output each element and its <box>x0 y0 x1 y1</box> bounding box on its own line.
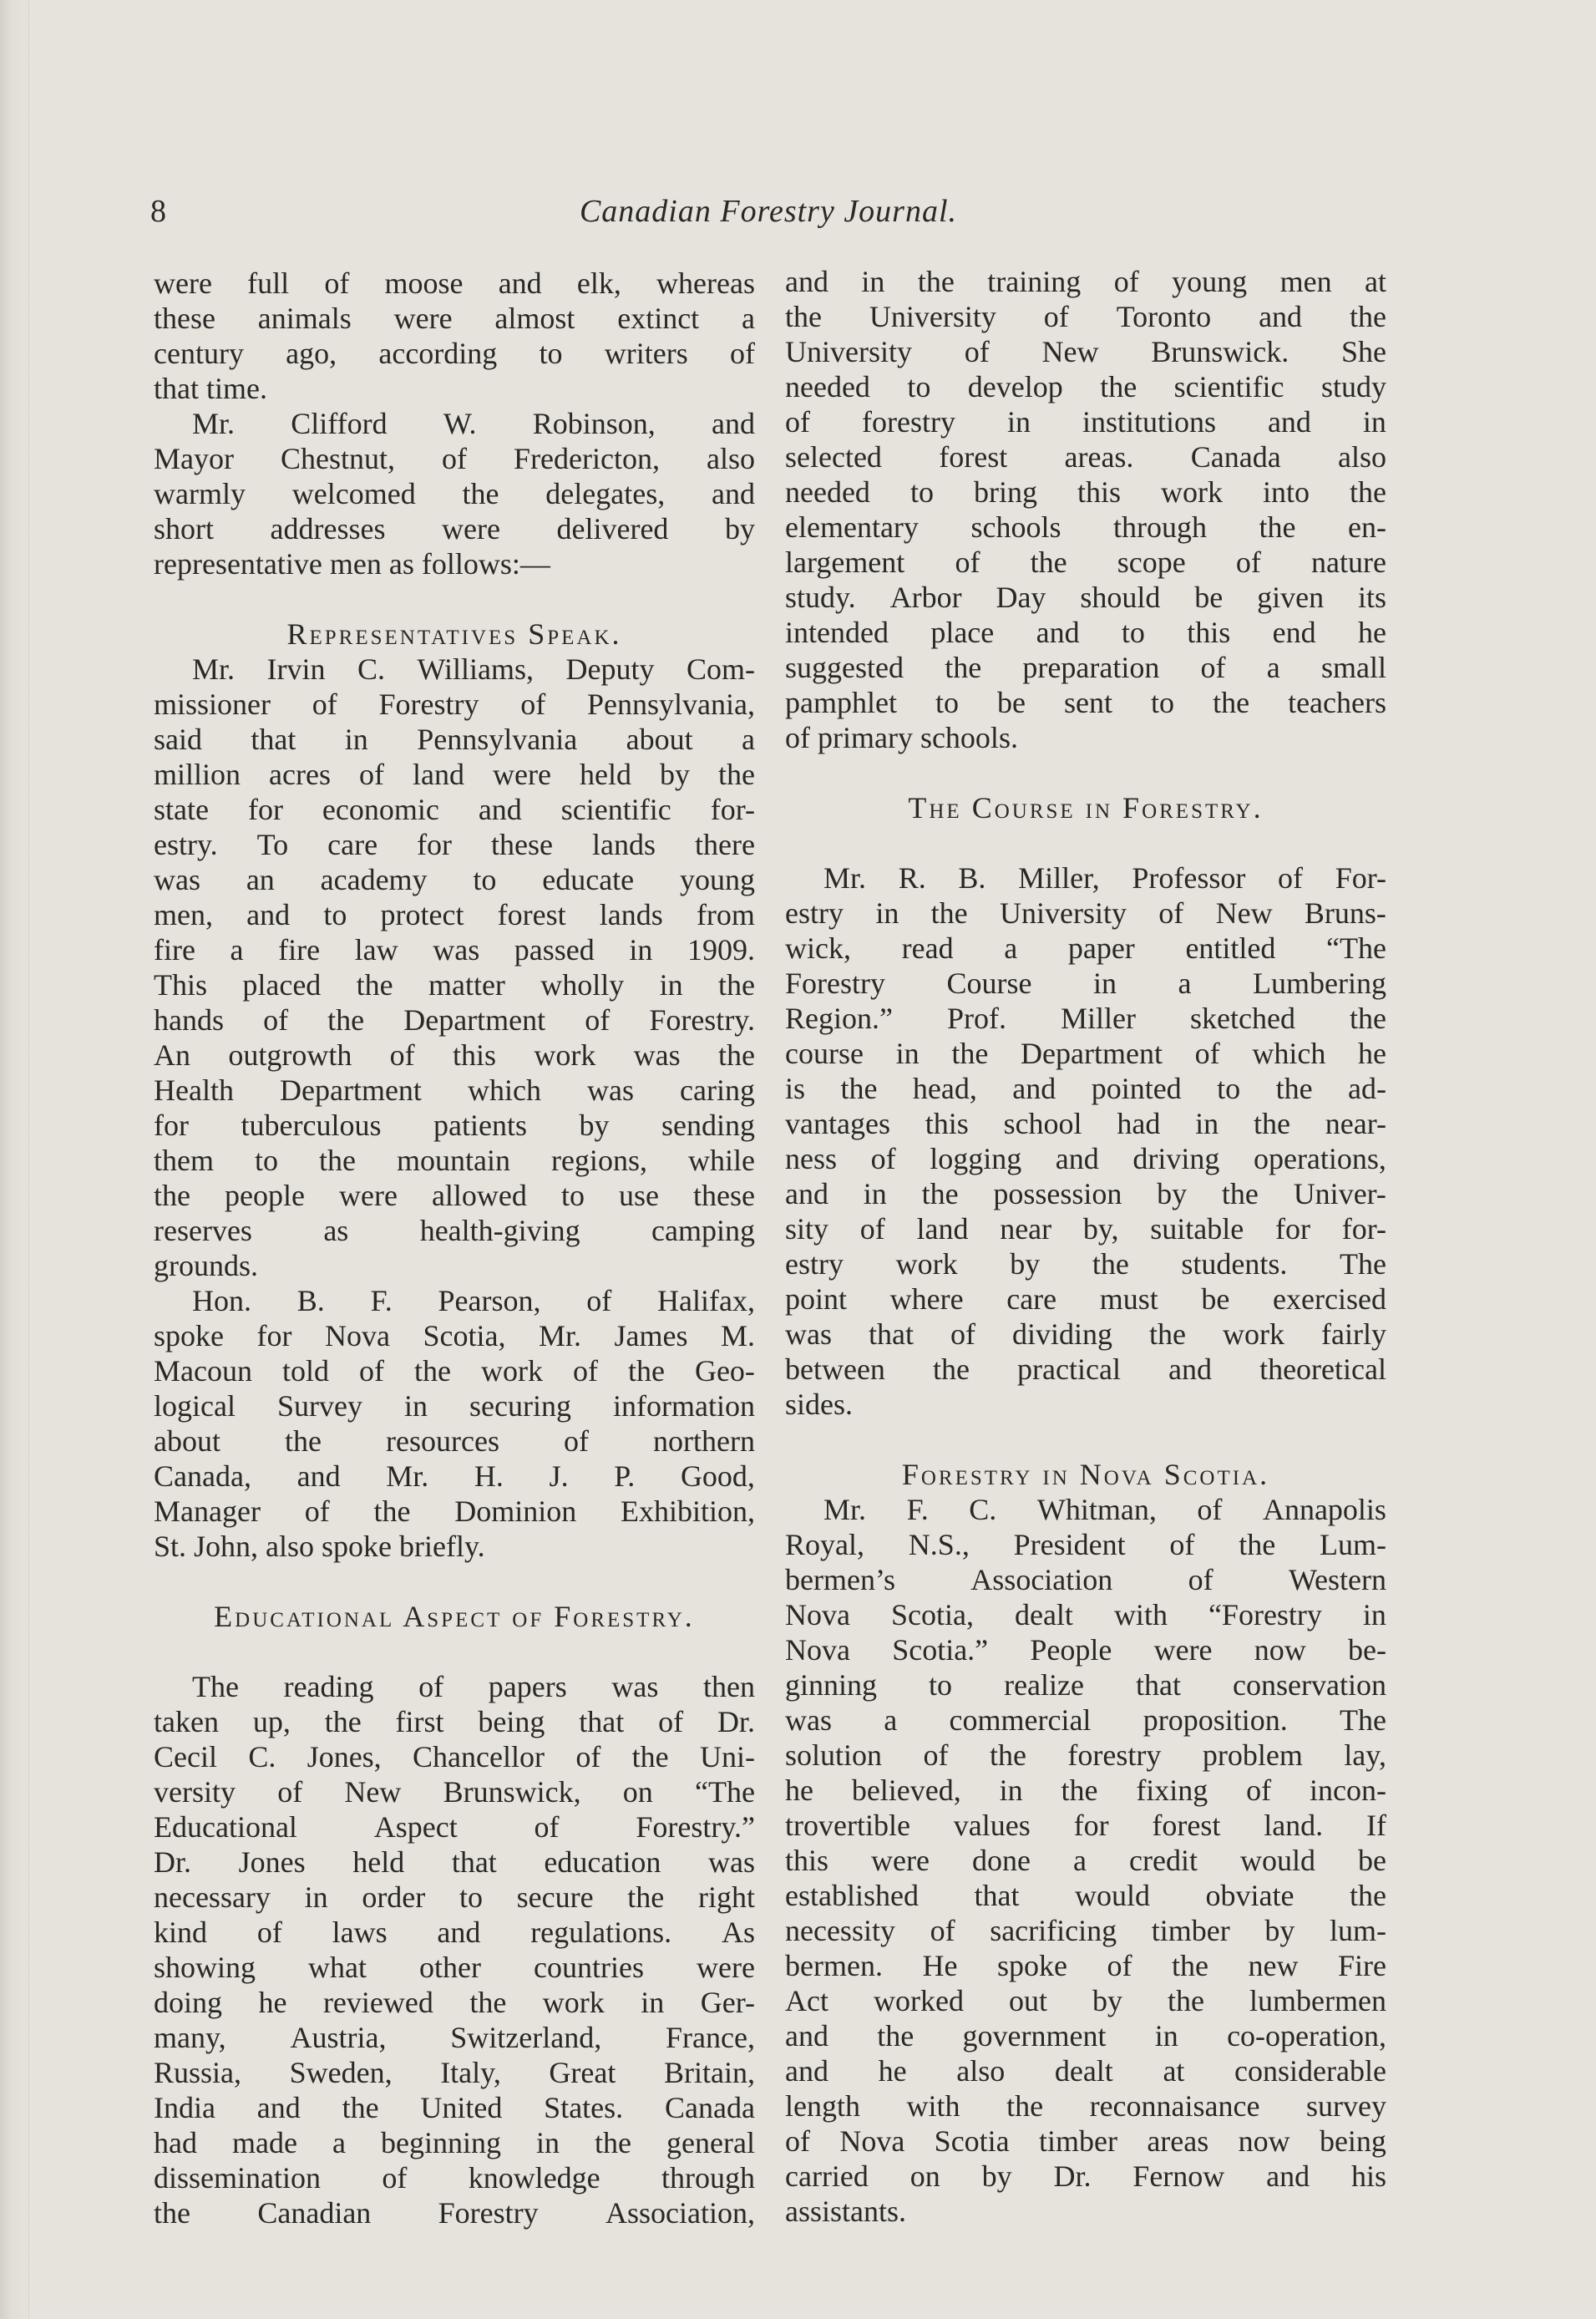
text-line: sides. <box>785 1388 853 1421</box>
text-line: and the government in co-operation, <box>785 2019 1386 2053</box>
text-line: Mr. R. B. Miller, Professor of For- <box>823 861 1386 895</box>
text-line: St. John, also spoke briefly. <box>154 1530 485 1563</box>
text-line: Cecil C. Jones, Chancellor of the Uni- <box>154 1740 755 1774</box>
text-line: spoke for Nova Scotia, Mr. James M. <box>154 1319 755 1352</box>
text-line: assistants. <box>785 2195 907 2228</box>
text-line: An outgrowth of this work was the <box>154 1038 755 1072</box>
section-heading: Educational Aspect of Forestry. <box>214 1600 695 1633</box>
text-line: length with the reconnaisance survey <box>785 2089 1386 2123</box>
left-column <box>154 266 755 2230</box>
text-line: point where care must be exercised <box>785 1282 1386 1316</box>
page-binding-edge <box>0 0 29 2319</box>
text-line: warmly welcomed the delegates, and <box>154 477 755 510</box>
text-line: Russia, Sweden, Italy, Great Britain, <box>154 2056 755 2089</box>
paragraph-gap <box>785 755 1386 790</box>
right-column <box>785 264 1386 2229</box>
section-heading: Forestry in Nova Scotia. <box>901 1458 1270 1491</box>
text-line: fire a fire law was passed in 1909. <box>154 933 755 967</box>
text-line: these animals were almost extinct a <box>154 302 755 335</box>
text-line: and in the training of young men at <box>785 265 1386 298</box>
text-line: pamphlet to be sent to the teachers <box>785 686 1386 719</box>
text-line: between the practical and theoretical <box>785 1352 1386 1386</box>
text-line: said that in Pennsylvania about a <box>154 723 755 756</box>
text-line: the Canadian Forestry Association, <box>154 2196 755 2230</box>
text-line: he believed, in the fixing of incon- <box>785 1774 1386 1807</box>
text-line: sity of land near by, suitable for for- <box>785 1212 1386 1246</box>
text-line: This placed the matter wholly in the <box>154 968 755 1002</box>
text-line: doing he reviewed the work in Ger- <box>154 1986 755 2019</box>
page-number: 8 <box>150 194 166 229</box>
text-line: had made a beginning in the general <box>154 2126 755 2159</box>
text-line: ness of logging and driving operations, <box>785 1142 1386 1175</box>
text-line: taken up, the first being that of Dr. <box>154 1705 755 1738</box>
text-line: Act worked out by the lumbermen <box>785 1984 1386 2017</box>
text-line: estry in the University of New Bruns- <box>785 896 1386 930</box>
text-line: that time. <box>154 372 267 405</box>
text-line: bermen. He spoke of the new Fire <box>785 1949 1386 1982</box>
text-line: Dr. Jones held that education was <box>154 1845 755 1879</box>
text-line: carried on by Dr. Fernow and his <box>785 2159 1386 2193</box>
text-line: were full of moose and elk, whereas <box>154 266 755 300</box>
text-line: was that of dividing the work fairly <box>785 1317 1386 1351</box>
text-line: showing what other countries were <box>154 1951 755 1984</box>
text-line: needed to bring this work into the <box>785 475 1386 509</box>
text-line: solution of the forestry problem lay, <box>785 1738 1386 1772</box>
text-line: kind of laws and regulations. As <box>154 1916 755 1949</box>
text-line: necessary in order to secure the right <box>154 1880 755 1914</box>
text-line: grounds. <box>154 1249 258 1282</box>
text-line: Educational Aspect of Forestry.” <box>154 1810 755 1844</box>
text-line: was an academy to educate young <box>154 863 755 896</box>
text-line: vantages this school had in the near- <box>785 1107 1386 1140</box>
text-line: wick, read a paper entitled “The <box>785 931 1386 965</box>
text-line: course in the Department of which he <box>785 1037 1386 1070</box>
text-line: Hon. B. F. Pearson, of Halifax, <box>192 1284 755 1317</box>
text-line: Health Department which was caring <box>154 1073 755 1107</box>
text-line: reserves as health-giving camping <box>154 1214 755 1247</box>
text-line: India and the United States. Canada <box>154 2091 755 2124</box>
text-line: versity of New Brunswick, on “The <box>154 1775 755 1809</box>
text-line: suggested the preparation of a small <box>785 651 1386 684</box>
text-line: Macoun told of the work of the Geo- <box>154 1354 755 1388</box>
text-line: many, Austria, Switzerland, France, <box>154 2021 755 2054</box>
text-line: estry. To care for these lands there <box>154 828 755 861</box>
text-line: bermen’s Association of Western <box>785 1563 1386 1596</box>
text-line: the University of Toronto and the <box>785 300 1386 333</box>
text-line: million acres of land were held by the <box>154 758 755 791</box>
text-line: The reading of papers was then <box>192 1670 755 1703</box>
text-line: Manager of the Dominion Exhibition, <box>154 1494 755 1528</box>
text-line: hands of the Department of Forestry. <box>154 1003 755 1037</box>
text-line: short addresses were delivered by <box>154 512 755 545</box>
text-line: missioner of Forestry of Pennsylvania, <box>154 688 755 721</box>
text-line: Royal, N.S., President of the Lum- <box>785 1528 1386 1561</box>
text-line: and he also dealt at considerable <box>785 2054 1386 2088</box>
text-line: dissemination of knowledge through <box>154 2161 755 2195</box>
text-line: for tuberculous patients by sending <box>154 1109 755 1142</box>
text-line: University of New Brunswick. She <box>785 335 1386 368</box>
section-heading: Representatives Speak. <box>286 617 622 651</box>
text-line: Region.” Prof. Miller sketched the <box>785 1002 1386 1035</box>
text-line: Mr. Irvin C. Williams, Deputy Com- <box>192 652 755 686</box>
paragraph-gap <box>785 1422 1386 1457</box>
text-line: study. Arbor Day should be given its <box>785 581 1386 614</box>
text-line: Mayor Chestnut, of Fredericton, also <box>154 442 755 475</box>
text-line: necessity of sacrificing timber by lum- <box>785 1914 1386 1947</box>
text-line: trovertible values for forest land. If <box>785 1809 1386 1842</box>
text-line: ginning to realize that conservation <box>785 1668 1386 1702</box>
text-line: Forestry Course in a Lumbering <box>785 967 1386 1000</box>
journal-title: Canadian Forestry Journal. <box>579 194 958 229</box>
text-line: representative men as follows:— <box>154 547 550 581</box>
text-line: estry work by the students. The <box>785 1247 1386 1281</box>
text-line: the people were allowed to use these <box>154 1179 755 1212</box>
text-line: them to the mountain regions, while <box>154 1144 755 1177</box>
text-line: is the head, and pointed to the ad- <box>785 1072 1386 1105</box>
paragraph-gap <box>154 1564 755 1599</box>
text-line: intended place and to this end he <box>785 616 1386 649</box>
text-line: state for economic and scientific for- <box>154 793 755 826</box>
text-line: selected forest areas. Canada also <box>785 440 1386 474</box>
paragraph-gap <box>785 825 1386 860</box>
text-line: century ago, according to writers of <box>154 337 755 370</box>
text-line: Nova Scotia.” People were now be- <box>785 1633 1386 1667</box>
paragraph-gap <box>154 581 755 617</box>
text-line: logical Survey in securing information <box>154 1389 755 1423</box>
paragraph-gap <box>154 1634 755 1669</box>
text-line: established that would obviate the <box>785 1879 1386 1912</box>
text-line: this were done a credit would be <box>785 1844 1386 1877</box>
text-line: men, and to protect forest lands from <box>154 898 755 931</box>
text-line: needed to develop the scientific study <box>785 370 1386 403</box>
text-line: about the resources of northern <box>154 1424 755 1458</box>
text-line: was a commercial proposition. The <box>785 1703 1386 1737</box>
text-line: of Nova Scotia timber areas now being <box>785 2124 1386 2158</box>
text-line: Canada, and Mr. H. J. P. Good, <box>154 1459 755 1493</box>
text-line: Mr. F. C. Whitman, of Annapolis <box>823 1493 1386 1526</box>
text-line: and in the possession by the Univer- <box>785 1177 1386 1210</box>
text-line: of primary schools. <box>785 721 1018 754</box>
text-line: Mr. Clifford W. Robinson, and <box>192 407 755 440</box>
text-line: Nova Scotia, dealt with “Forestry in <box>785 1598 1386 1631</box>
text-line: largement of the scope of nature <box>785 545 1386 579</box>
text-line: elementary schools through the en- <box>785 510 1386 544</box>
section-heading: The Course in Forestry. <box>908 791 1264 825</box>
text-line: of forestry in institutions and in <box>785 405 1386 439</box>
